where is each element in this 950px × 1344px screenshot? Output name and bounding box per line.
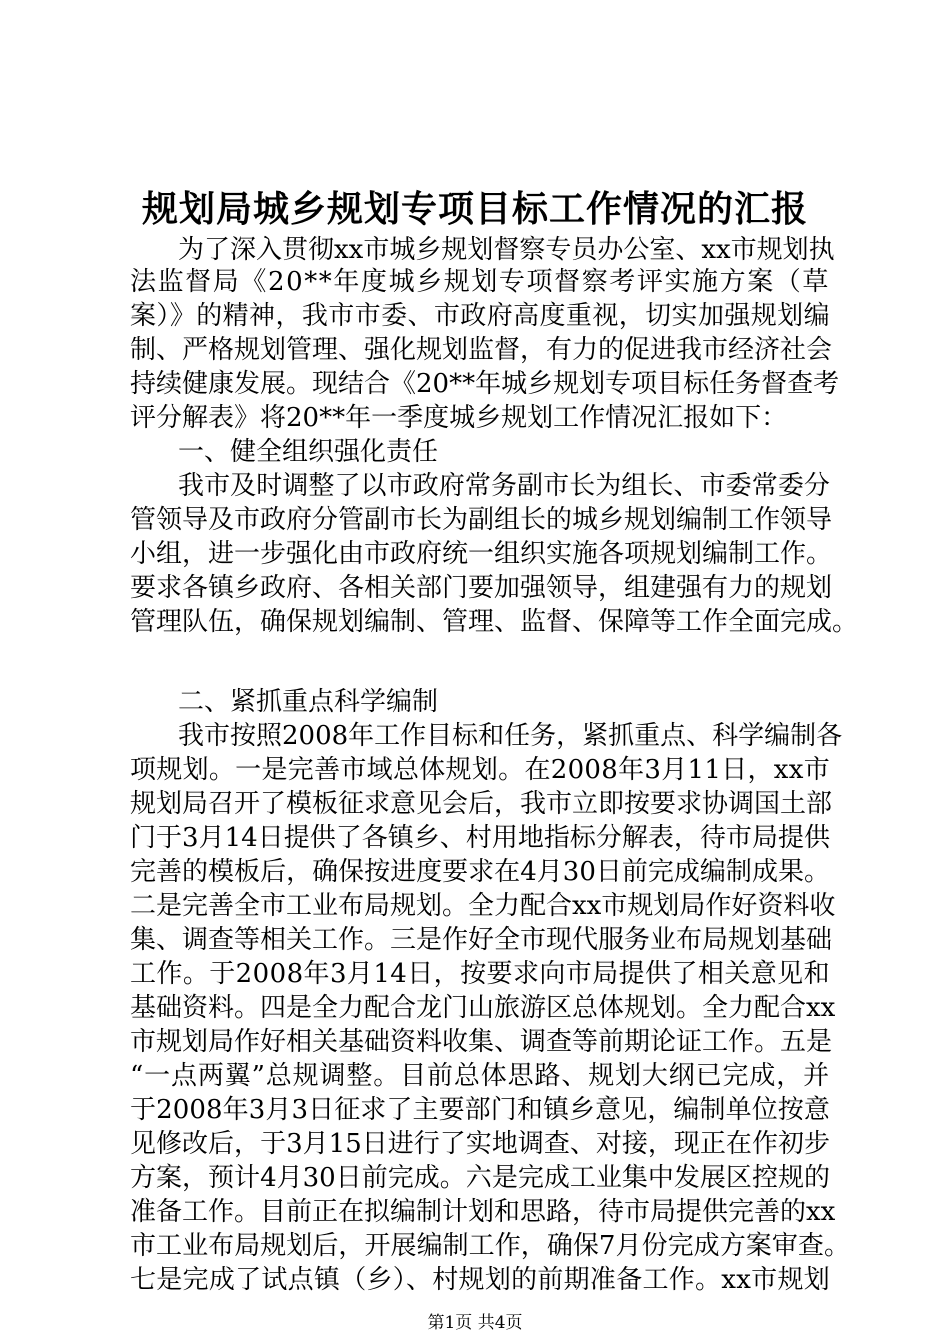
body-text-line: 一、健全组织强化责任 — [178, 437, 439, 467]
body-text-line: 规划局召开了模板征求意见会后，我市立即按要求协调国土部 — [130, 789, 833, 819]
body-text-line: “一点两翼”总规调整。目前总体思路、规划大纲已完成，并 — [130, 1061, 830, 1091]
body-text-line: 我市按照2008年工作目标和任务，紧抓重点、科学编制各 — [178, 721, 843, 751]
body-text-line: 评分解表》将20**年一季度城乡规划工作情况汇报如下： — [130, 403, 788, 433]
body-text-line: 制、严格规划管理、强化规划监督，有力的促进我市经济社会 — [130, 335, 833, 365]
body-text-line: 管理队伍，确保规划编制、管理、监督、保障等工作全面完成。 — [130, 607, 859, 637]
body-text-line: 我市及时调整了以市政府常务副市长为组长、市委常委分 — [178, 471, 830, 501]
body-text-line: 集、调查等相关工作。三是作好全市现代服务业布局规划基础 — [130, 925, 833, 955]
body-text-line: 完善的模板后，确保按进度要求在4月30日前完成编制成果。 — [130, 857, 830, 887]
body-text-line: 案）》的精神，我市市委、市政府高度重视，切实加强规划编 — [130, 301, 830, 331]
body-text-line: 市工业布局规划后，开展编制工作，确保7月份完成方案审查。 — [130, 1231, 850, 1261]
body-text-line: 二是完善全市工业布局规划。全力配合xx市规划局作好资料收 — [130, 891, 836, 921]
body-text-line: 管领导及市政府分管副市长为副组长的城乡规划编制工作领导 — [130, 505, 833, 535]
document-title: 规划局城乡规划专项目标工作情况的汇报 — [141, 188, 808, 230]
body-text-line: 项规划。一是完善市域总体规划。在2008年3月11日，xx市 — [130, 755, 830, 785]
body-text-line: 为了深入贯彻xx市城乡规划督察专员办公室、xx市规划执 — [178, 235, 835, 265]
body-text-line: 门于3月14日提供了各镇乡、村用地指标分解表，待市局提供 — [130, 823, 830, 853]
body-text-line: 于2008年3月3日征求了主要部门和镇乡意见，编制单位按意 — [130, 1095, 830, 1125]
body-text-line: 法监督局《20**年度城乡规划专项督察考评实施方案（草 — [130, 267, 830, 297]
body-text-line: 准备工作。目前正在拟编制计划和思路，待市局提供完善的xx — [130, 1197, 836, 1227]
page-footer: 第1页 共4页 — [427, 1313, 523, 1333]
body-text-line: 工作。于2008年3月14日，按要求向市局提供了相关意见和 — [130, 959, 830, 989]
body-text-line: 见修改后，于3月15日进行了实地调查、对接，现正在作初步 — [130, 1129, 830, 1159]
body-text-line: 二、紧抓重点科学编制 — [178, 687, 439, 717]
body-text-line: 方案，预计4月30日前完成。六是完成工业集中发展区控规的 — [130, 1163, 830, 1193]
body-text-line: 基础资料。四是全力配合龙门山旅游区总体规划。全力配合xx — [130, 993, 836, 1023]
body-text-line: 持续健康发展。现结合《20**年城乡规划专项目标任务督查考 — [130, 369, 840, 399]
body-text-line: 小组，进一步强化由市政府统一组织实施各项规划编制工作。 — [130, 539, 833, 569]
body-text-line: 七是完成了试点镇（乡）、村规划的前期准备工作。xx市规划 — [130, 1265, 830, 1295]
body-text-line: 市规划局作好相关基础资料收集、调查等前期论证工作。五是 — [130, 1027, 833, 1057]
body-text-line: 要求各镇乡政府、各相关部门要加强领导，组建强有力的规划 — [130, 573, 833, 603]
